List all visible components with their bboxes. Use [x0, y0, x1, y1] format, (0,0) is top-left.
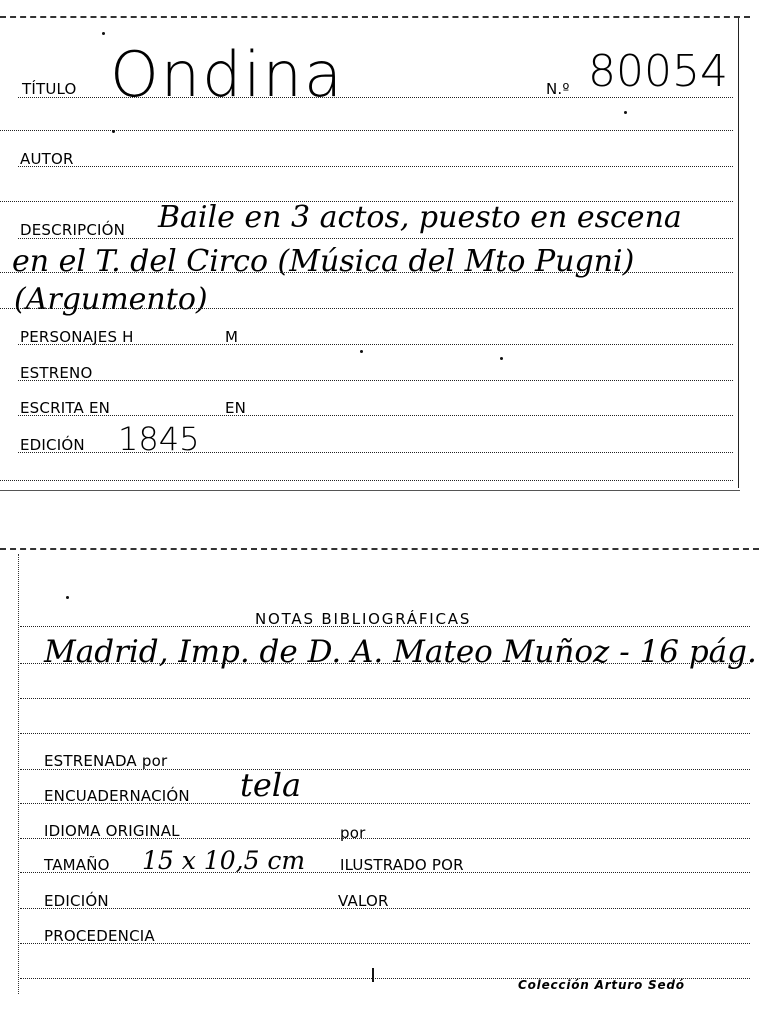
ink-speck [624, 111, 627, 114]
edicion-label: EDICIÓN [20, 436, 85, 454]
ilustrado-label: ILUSTRADO POR [340, 856, 464, 874]
escrita-en-label: ESCRITA EN [20, 399, 111, 417]
line-2 [0, 130, 733, 131]
coleccion-stamp: Colección Arturo Sedó [518, 978, 685, 992]
notas-line-1 [20, 663, 750, 664]
line-6 [0, 272, 733, 273]
encuadernacion-line [20, 803, 750, 804]
personajes-line [18, 344, 733, 345]
tamano-label: TAMAÑO [44, 856, 110, 874]
line-12 [0, 480, 733, 481]
edicion2-label: EDICIÓN [44, 892, 109, 910]
procedencia-label: PROCEDENCIA [44, 927, 155, 945]
encuadernacion-value: tela [240, 766, 302, 804]
edicion2-line [20, 908, 750, 909]
notas-line-2 [20, 698, 750, 699]
personajes-label: PERSONAJES H [20, 328, 134, 346]
notas-line1: Madrid, Imp. de D. A. Mateo Muñoz - 16 pág. [44, 634, 757, 670]
notas-heading: NOTAS BIBLIOGRÁFICAS [255, 610, 472, 628]
descripcion-line [18, 238, 733, 239]
titulo-label: TÍTULO [22, 80, 77, 98]
notas-line-3 [20, 733, 750, 734]
catalog-card-2 [0, 540, 759, 1028]
idioma-label: IDIOMA ORIGINAL [44, 822, 180, 840]
ink-speck [66, 596, 69, 599]
descripcion-line1: Baile en 3 actos, puesto en escena [158, 200, 682, 235]
notas-heading-line [20, 626, 750, 627]
titulo-line [18, 97, 733, 98]
descripcion-line2: en el T. del Circo (Música del Mto Pugni) [12, 244, 635, 279]
escrita-line [18, 415, 733, 416]
titulo-value: Ondina [110, 38, 344, 111]
por-label: por [340, 824, 366, 842]
personajes-m-label: M [225, 328, 239, 346]
en-label: EN [225, 399, 247, 417]
autor-label: AUTOR [20, 150, 74, 168]
estrenada-label: ESTRENADA por [44, 752, 168, 770]
descripcion-label: DESCRIPCIÓN [20, 221, 126, 239]
descripcion-line3: (Argumento) [14, 282, 208, 317]
tamano-value: 15 x 10,5 cm [142, 846, 306, 875]
numero-value: 80054 [588, 46, 728, 97]
idioma-line [20, 838, 750, 839]
ink-speck [112, 130, 115, 133]
estrenada-line [20, 769, 750, 770]
edicion-value: 1845 [118, 420, 200, 458]
card1-bottom-border [0, 490, 740, 491]
card1-right-border [738, 18, 739, 488]
card1-top-border [0, 16, 750, 18]
ink-speck [372, 968, 374, 982]
line-7 [0, 308, 733, 309]
encuadernacion-label: ENCUADERNACIÓN [44, 787, 190, 805]
estreno-label: ESTRENO [20, 364, 93, 382]
card2-top-border [0, 548, 759, 550]
numero-label: N.º [546, 80, 570, 98]
procedencia-line [20, 943, 750, 944]
estreno-line [18, 380, 733, 381]
ink-speck [102, 32, 105, 35]
autor-line [18, 166, 733, 167]
card2-left-border [18, 554, 19, 994]
ink-speck [360, 350, 363, 353]
valor-label: VALOR [338, 892, 389, 910]
ink-speck [500, 357, 503, 360]
catalog-card-1 [0, 0, 759, 500]
tamano-line [20, 872, 750, 873]
edicion-line [18, 452, 733, 453]
